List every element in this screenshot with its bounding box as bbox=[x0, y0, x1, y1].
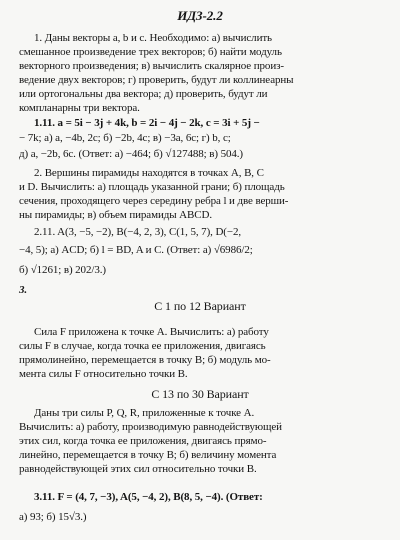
task3-v2-line-1: Даны три силы P, Q, R, приложенные к точке A. bbox=[34, 407, 255, 419]
task2-line-4: ны пирамиды; в) объем пирамиды ABCD. bbox=[19, 209, 212, 221]
task2-answer-line: б) √1261; в) 202/3.) bbox=[19, 264, 106, 276]
task1-example-line-2: − 7k; а) a, −4b, 2c; б) −2b, 4c; в) −3a, 6c; г) b, c; bbox=[19, 132, 231, 144]
task3-v1-line-3: прямолинейно, перемещается в точку B; б) модуль мо- bbox=[19, 354, 271, 366]
task3-label: 3. bbox=[19, 284, 28, 296]
task2-line-2: и D. Вычислить: а) площадь указанной грани; б) площадь bbox=[19, 181, 285, 193]
task1-line-2: смешанное произведение трех векторов; б) найти модуль bbox=[19, 46, 282, 58]
task3-v2-line-4: линейно, перемещается в точку B; б) величину момента bbox=[19, 449, 277, 461]
task2-line-1: 2. Вершины пирамиды находятся в точках A, B, C bbox=[34, 167, 264, 179]
task3-answer-line: а) 93; б) 15√3.) bbox=[19, 511, 87, 523]
task3-example-line-1: 3.11. F = (4, 7, −3), A(5, −4, 2), B(8, 5, −4). (Ответ: bbox=[34, 491, 263, 503]
task2-example-line-1: 2.11. A(3, −5, −2), B(−4, 2, 3), C(1, 5, 7), D(−2, bbox=[34, 226, 242, 238]
task3-v2-line-5: равнодействующей этих сил относительно точки B. bbox=[19, 463, 257, 475]
variant-1-12-heading: С 1 по 12 Вариант bbox=[154, 299, 246, 313]
task1-example-line-1: 1.11. a = 5i − 3j + 4k, b = 2i − 4j − 2k, c = 3i + 5j − bbox=[34, 117, 260, 129]
task3-v2-line-3: этих сил, когда точка ее приложения, двигаясь прямо- bbox=[19, 435, 267, 447]
variant-13-30-heading: С 13 по 30 Вариант bbox=[151, 387, 249, 401]
task3-v2-line-2: Вычислить: а) работу, производимую равнодействующей bbox=[19, 421, 282, 433]
task3-v1-line-1: Сила F приложена к точке A. Вычислить: а) работу bbox=[34, 326, 269, 338]
task3-v1-line-2: силы F в случае, когда точка ее приложения, двигаясь bbox=[19, 340, 266, 352]
task2-line-3: сечения, проходящего через середину ребра l и две верши- bbox=[19, 195, 289, 207]
task1-line-6: компланарны три вектора. bbox=[19, 102, 140, 114]
task3-v1-line-4: мента силы F относительно точки B. bbox=[19, 368, 188, 380]
task1-line-4: ведение двух векторов; г) проверить, будут ли коллинеарны bbox=[19, 74, 294, 86]
task1-line-3: векторного произведения; в) вычислить скалярное произ- bbox=[19, 60, 284, 72]
task2-example-line-2: −4, 5); а) ACD; б) l = BD, A и C. (Ответ: а) √6986/2; bbox=[19, 244, 253, 256]
task1-line-1: 1. Даны векторы a, b и c. Необходимо: а) вычислить bbox=[34, 32, 272, 44]
page-title: ИДЗ-2.2 bbox=[177, 8, 223, 23]
task1-answer-line: д) a, −2b, 6c. (Ответ: а) −464; б) √127488; в) 504.) bbox=[19, 148, 243, 160]
task1-line-5: или ортогональны два вектора; д) проверить, будут ли bbox=[19, 88, 268, 100]
